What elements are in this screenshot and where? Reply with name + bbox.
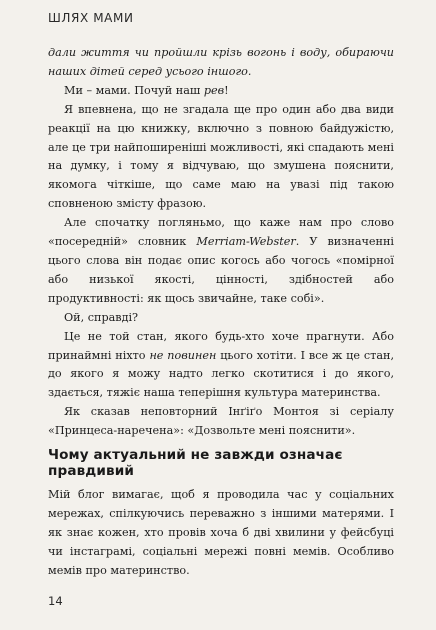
section-body: [48, 486, 394, 581]
paragraph: [48, 82, 394, 101]
text-run: Це не той стан, якого будь-хто хоче прагнути. Або принаймні ніхто: [48, 329, 394, 362]
paragraph: [48, 403, 394, 441]
text-run: Я впевнена, що не згадала ще про один або два види реакції на цю книжку, включно з повною байдужістю, але це три найпоширеніші можливості, які спадають мені на думку, і тому я відчуваю, що змушена пояснити, якомога чіткіше, що саме маю на увазі під такою сповненою змісту фразою.: [48, 102, 394, 211]
italic-text: рев: [203, 83, 225, 97]
text-run: Але спочатку погляньмо, що каже нам про слово «посередній» словник: [48, 216, 394, 249]
text-run: Ми – мами. Почуй наш: [64, 83, 204, 97]
paragraph: Мій блог вимагає, щоб я проводила час у соціальних мережах, спілкуючись переважно з іншими матерями. І як знає кожен, хто провів хоча б дві хвилини у фейсбуці чи інстаграмі, соціальні мережі повні мемів. Особливо мемів про материнство.: [48, 488, 394, 577]
page-number: 14: [48, 594, 63, 608]
text-run: !: [224, 83, 229, 97]
italic-text: Merriam-Webster: [196, 235, 296, 249]
running-head: ШЛЯХ МАМИ: [48, 11, 134, 25]
text-run: . У визначенні цього слова він подає опис когось або чогось «помірної або низької якості, цінності, здібностей або продуктивності: як щось звичайне, таке собі».: [48, 235, 395, 305]
body-text: [48, 44, 394, 441]
section-heading: Чому актуальний не завжди означає правдивий: [48, 447, 343, 479]
italic-text: дали життя чи пройшли крізь вогонь і воду, обираючи наших дітей серед усього іншого.: [48, 46, 394, 78]
text-run: Ой, справді?: [64, 310, 139, 324]
paragraph: [48, 214, 394, 309]
text-run: Як сказав неповторний Інґіґо Монтоя зі серіалу «Принцеса-наречена»: «Дозвольте мені пояснити».: [48, 405, 394, 438]
paragraph: [48, 328, 394, 404]
paragraph: [48, 309, 394, 328]
italic-text: не повинен: [149, 348, 217, 362]
text-run: цього хотіти. І все ж це стан, до якого я можу надто легко скотитися і до якого, здається, тяжіє наша теперішня культура материнства.: [48, 348, 394, 400]
paragraph: [48, 44, 394, 82]
paragraph: [48, 101, 394, 214]
